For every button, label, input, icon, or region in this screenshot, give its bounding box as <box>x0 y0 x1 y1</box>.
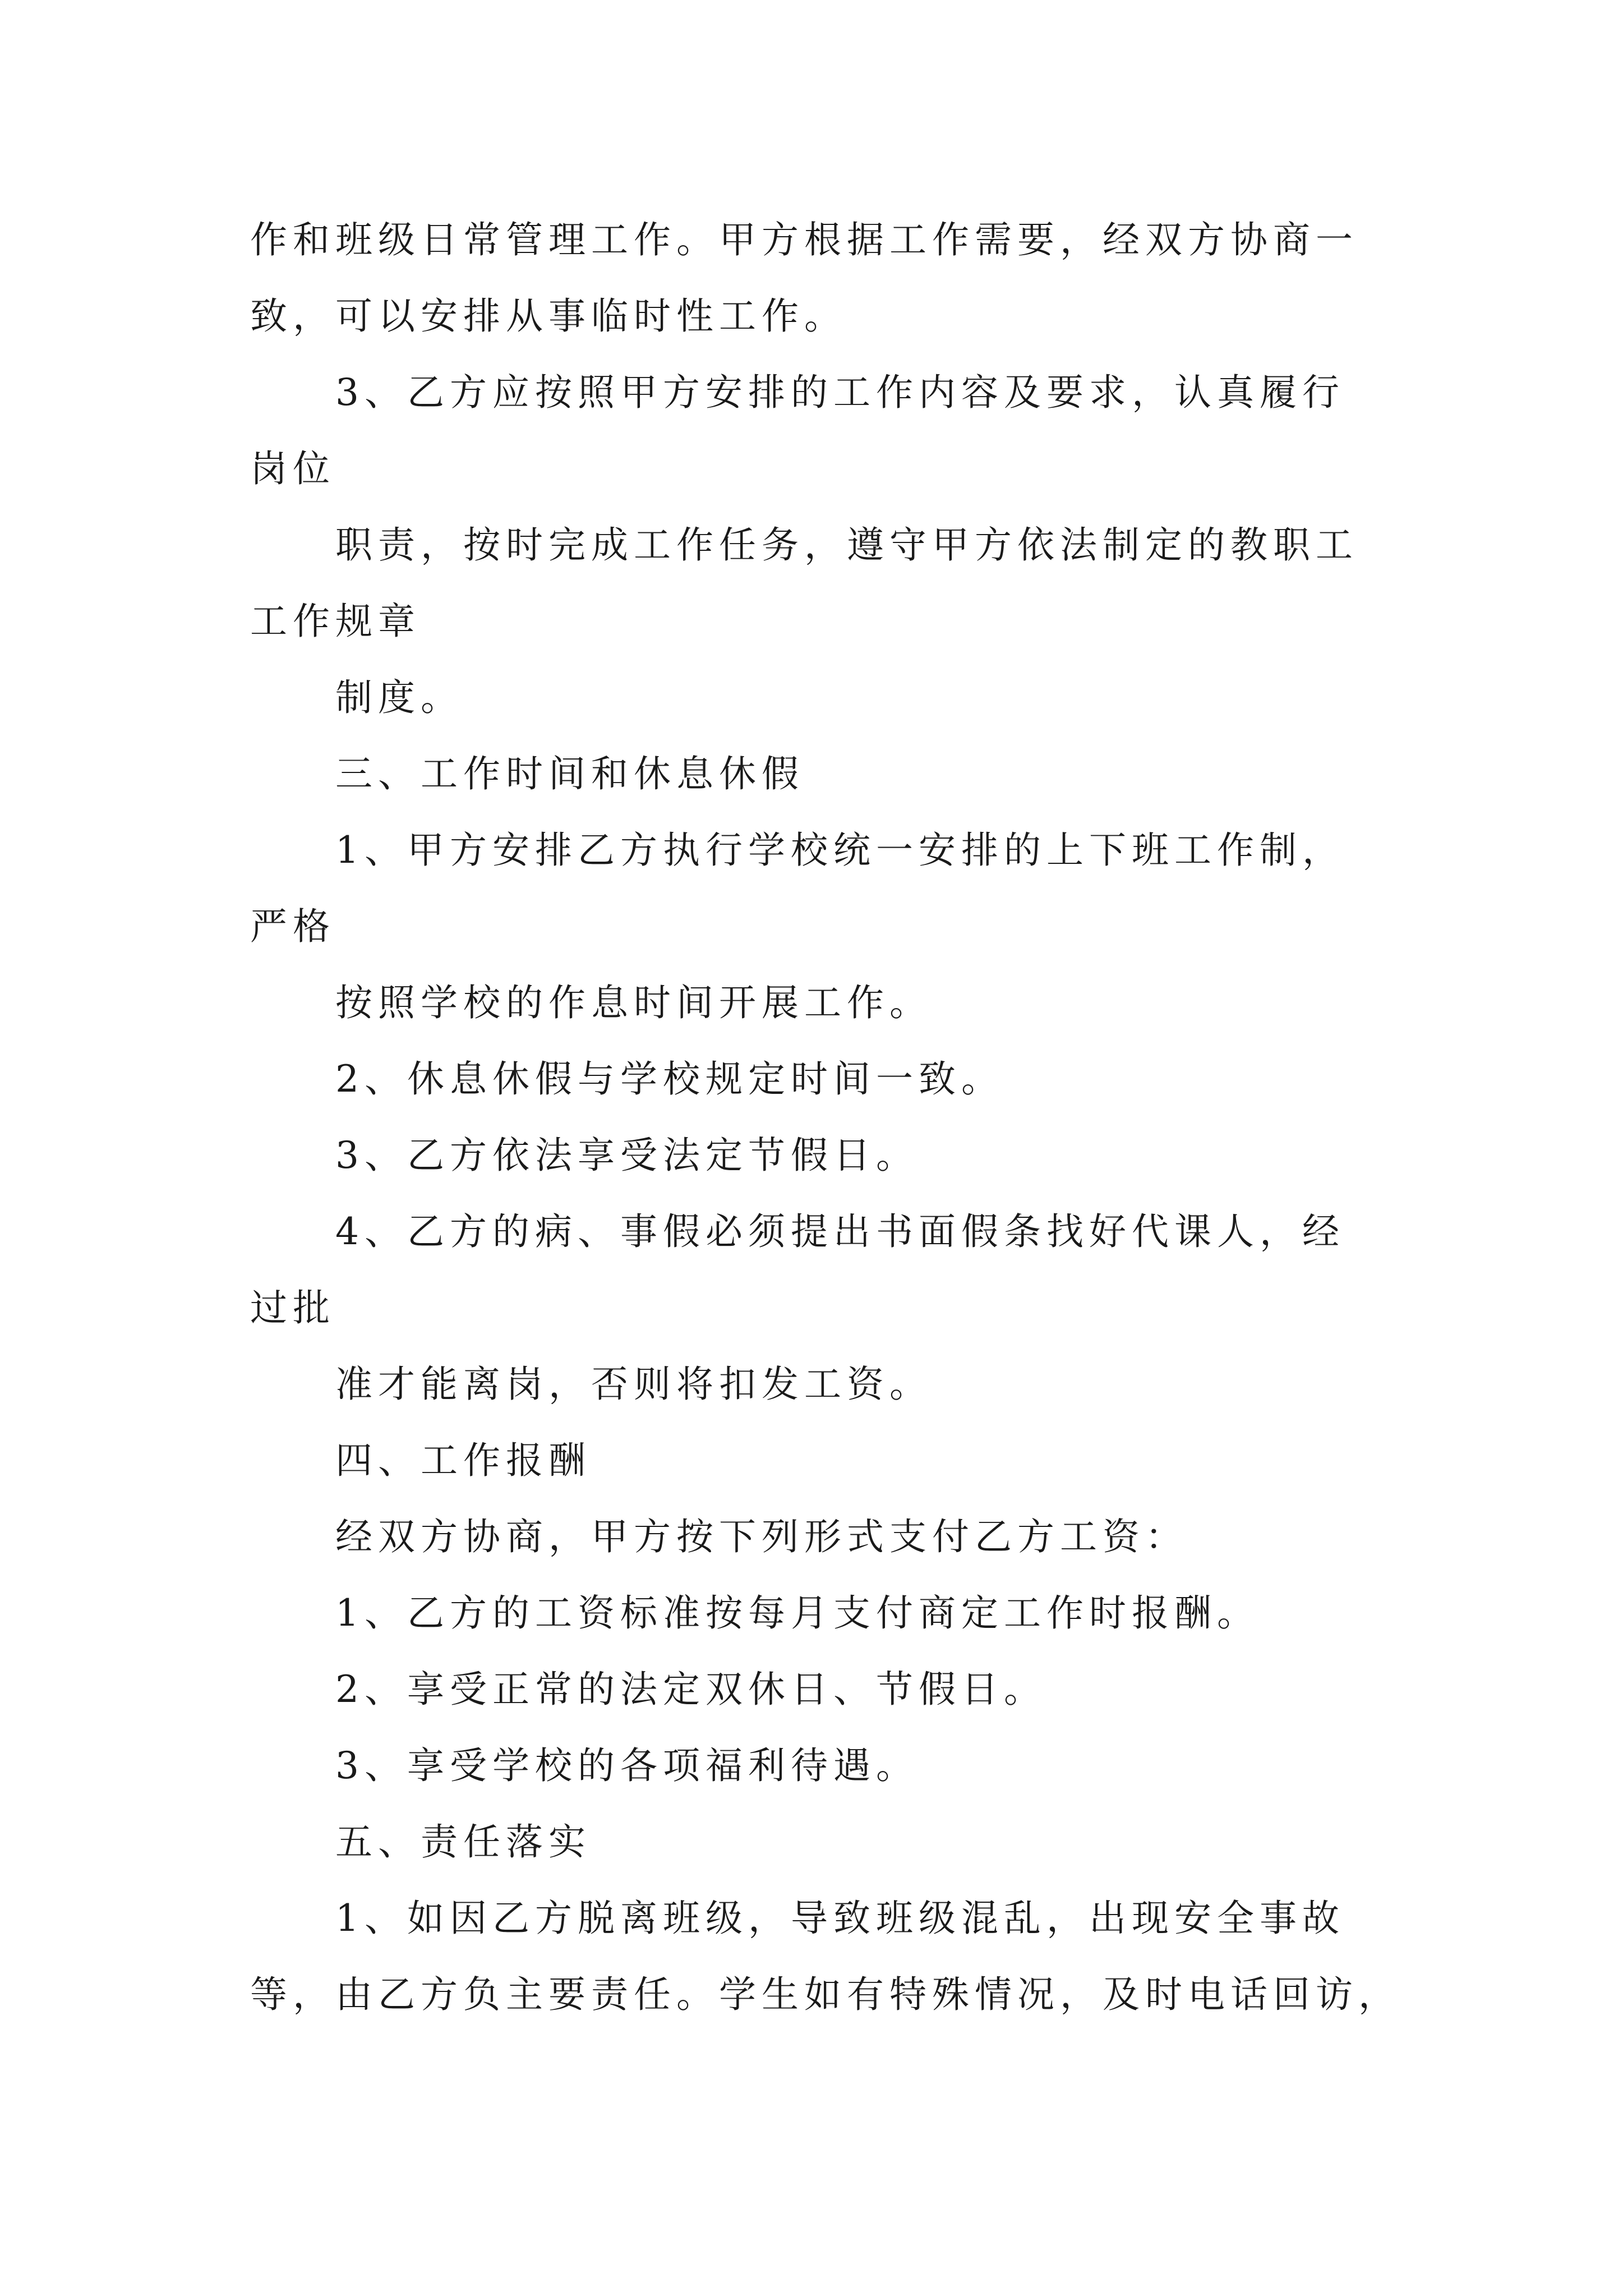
text-line-16: 准才能离岗，否则将扣发工资。 <box>335 1363 932 1406</box>
body-text <box>250 202 1401 2033</box>
text-line-7: 制度。 <box>335 676 463 719</box>
text-line-5: 职责，按时完成工作任务，遵守甲方依法制定的教职工 <box>335 523 1358 567</box>
text-line-1: 作和班级日常管理工作。甲方根据工作需要，经双方协商一 <box>250 218 1358 261</box>
text-line-13: 3、乙方依法享受法定节假日。 <box>335 1134 919 1177</box>
section-heading-work-hours: 三、工作时间和休息休假 <box>335 752 804 795</box>
text-line-24: 等，由乙方负主要责任。学生如有特殊情况，及时电话回访， <box>250 1973 1401 2016</box>
text-line-3: 3、乙方应按照甲方安排的工作内容及要求，认真履行 <box>335 371 1345 414</box>
text-line-9: 1、甲方安排乙方执行学校统一安排的上下班工作制， <box>335 829 1345 872</box>
text-line-19: 1、乙方的工资标准按每月支付商定工作时报酬。 <box>335 1591 1260 1635</box>
text-line-12: 2、休息休假与学校规定时间一致。 <box>335 1057 1004 1101</box>
text-line-6: 工作规章 <box>250 600 421 643</box>
section-heading-compensation: 四、工作报酬 <box>335 1439 591 1482</box>
text-line-23: 1、如因乙方脱离班级，导致班级混乱，出现安全事故 <box>335 1897 1345 1940</box>
text-line-11: 按照学校的作息时间开展工作。 <box>335 981 932 1024</box>
text-line-15: 过批 <box>250 1286 335 1329</box>
text-line-20: 2、享受正常的法定双休日、节假日。 <box>335 1668 1046 1711</box>
text-line-18: 经双方协商，甲方按下列形式支付乙方工资： <box>335 1515 1188 1558</box>
text-line-21: 3、享受学校的各项福利待遇。 <box>335 1744 919 1787</box>
text-line-14: 4、乙方的病、事假必须提出书面假条找好代课人，经 <box>335 1210 1345 1253</box>
section-heading-responsibility: 五、责任落实 <box>335 1820 591 1864</box>
text-line-2: 致，可以安排从事临时性工作。 <box>250 295 847 338</box>
text-line-4: 岗位 <box>250 447 335 490</box>
text-line-10: 严格 <box>250 905 335 948</box>
